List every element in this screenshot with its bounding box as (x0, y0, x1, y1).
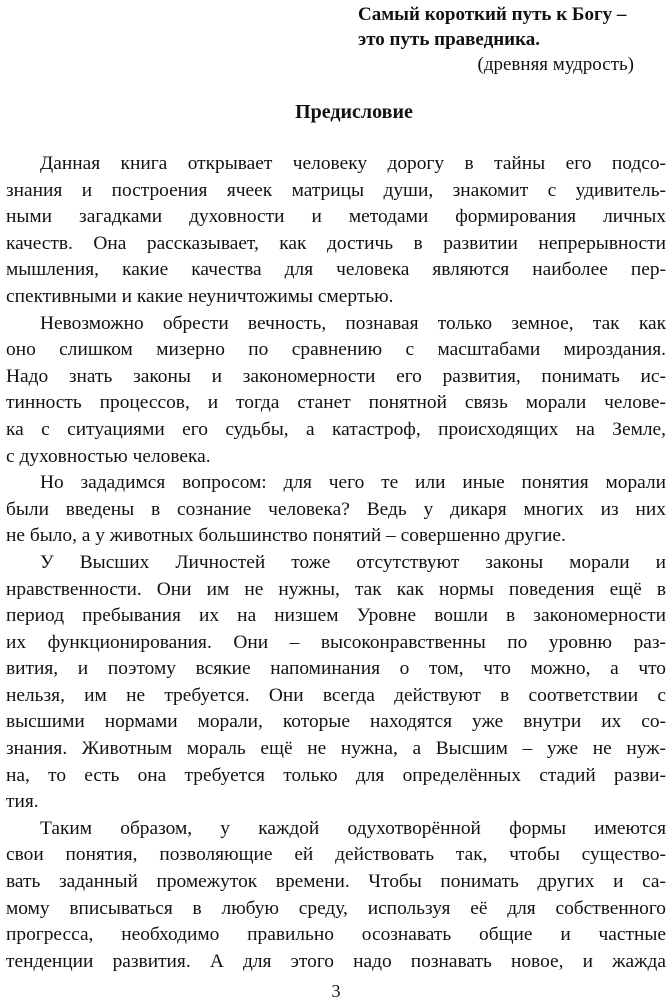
epigraph-line-2: это путь праведника. (358, 29, 540, 50)
text-line: вития, и поэтому всякие напоминания о том, что можно, а что (6, 658, 666, 680)
text-line: не было, а у животных большинство понятий – совершенно другие. (6, 525, 566, 547)
text-line: тия. (6, 791, 39, 813)
text-line: У Высших Личностей тоже отсутствуют законы морали и (40, 551, 666, 573)
text-line: были введены в сознание человека? Ведь у дикаря многих из них (6, 498, 666, 520)
text-line: Таким образом, у каждой одухотворённой формы имеются (40, 817, 666, 839)
text-line: качеств. Она рассказывает, как достичь в развитии непрерывности (6, 232, 666, 254)
text-line: свои понятия, позволяющие ей действовать так, чтобы существо- (6, 844, 666, 866)
text-line: нельзя, им не требуется. Они всегда действуют в соответствии с (6, 684, 666, 706)
text-line: Невозможно обрести вечность, познавая только земное, так как (40, 312, 666, 334)
paragraph (6, 151, 666, 311)
paragraph (6, 311, 666, 471)
text-line: с духовностью человека. (6, 445, 211, 467)
text-line: Надо знать законы и закономерности его развития, понимать ис- (6, 365, 666, 387)
text-line: на, то есть она требуется только для определённых стадий разви- (6, 764, 666, 786)
text-line: мышления, какие качества для человека являются наиболее пер- (6, 259, 666, 281)
text-line: их функционирования. Они – высоконравственны по уровню раз- (6, 631, 666, 653)
text-line: нравственности. Они им не нужны, так как нормы поведения ещё в (6, 578, 666, 600)
text-line: Данная книга открывает человеку дорогу в тайны его подсо- (40, 153, 666, 174)
text-line: знания и построения ячеек матрицы души, знакомит с удивитель- (6, 179, 666, 201)
page-number: 3 (331, 981, 341, 1001)
text-line: тенденции развития. А для этого надо познавать новое, и жажда (6, 950, 666, 972)
text-line: оно слишком мизерно по сравнению с масштабами мироздания. (6, 339, 666, 361)
text-line: тинность процессов, и тогда станет понятной связь морали челове- (6, 392, 666, 414)
text-line: спективными и какие неуничтожимы смертью. (6, 285, 394, 307)
epigraph-line-1: Самый короткий путь к Богу – (358, 4, 627, 25)
text-line: высшими нормами морали, которые находятся уже внутри их со- (6, 711, 666, 733)
text-line: Но зададимся вопросом: для чего те или иные понятия морали (40, 472, 666, 494)
paragraph (6, 816, 666, 976)
text-line: ка с ситуациями его судьбы, а катастроф, происходящих на Земле, (6, 418, 666, 440)
text-line: знания. Животным мораль ещё не нужна, а Высшим – уже не нуж- (6, 738, 666, 760)
text-line: вать заданный промежуток времени. Чтобы понимать других и са- (6, 871, 666, 893)
paragraph (6, 470, 666, 550)
text-line: период пребывания их на низшем Уровне вошли в закономерности (6, 605, 666, 627)
paragraph (6, 550, 666, 816)
text-line: ными загадками духовности и методами формирования личных (6, 206, 666, 228)
text-line: прогресса, необходимо правильно осознавать общие и частные (6, 924, 666, 946)
epigraph-source: (древняя мудрость) (477, 54, 634, 75)
chapter-heading: Предисловие (295, 101, 413, 123)
text-line: мому вписываться в любую среду, используя её для собственного (6, 897, 666, 919)
epigraph (358, 2, 658, 77)
body-text (6, 151, 666, 975)
